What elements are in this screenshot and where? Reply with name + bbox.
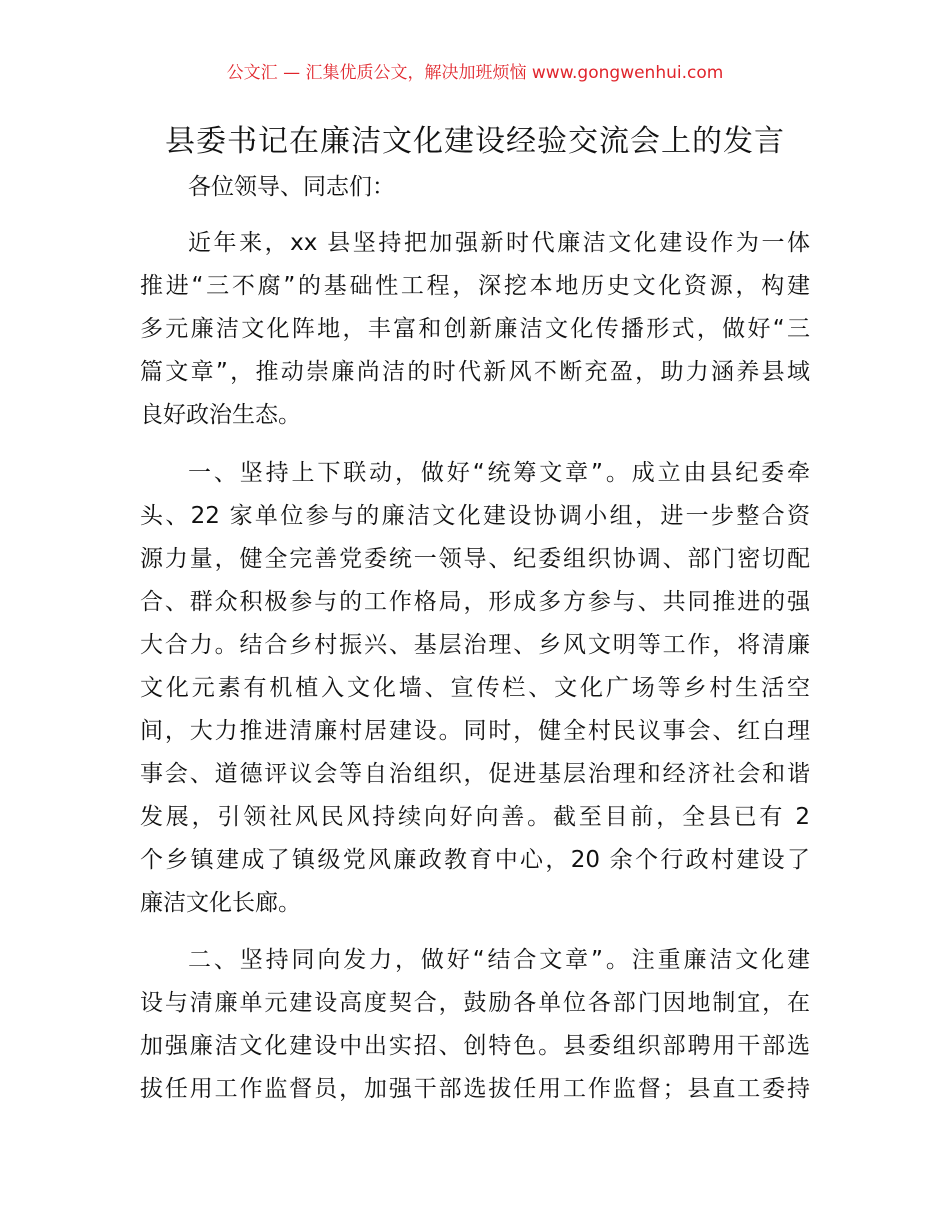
salutation: 各位领导、同志们：: [188, 174, 395, 200]
paragraph-line: 头、22 家单位参与的廉洁文化建设协调小组，进一步整合资: [140, 503, 810, 529]
paragraph-line: 合、群众积极参与的工作格局，形成多方参与、共同推进的强: [140, 589, 810, 615]
paragraph-line: 拔任用工作监督员，加强干部选拔任用工作监督；县直工委持: [140, 1076, 810, 1102]
watermark-header: 公文汇 — 汇集优质公文，解决加班烦恼 www.gongwenhui.com: [226, 63, 724, 83]
paragraph-line: 一、坚持上下联动，做好“统筹文章”。成立由县纪委牵: [188, 460, 810, 486]
paragraph-line: 文化元素有机植入文化墙、宣传栏、文化广场等乡村生活空: [140, 675, 810, 701]
paragraph-line: 大合力。结合乡村振兴、基层治理、乡风文明等工作，将清廉: [140, 632, 810, 658]
paragraph-line: 近年来，xx 县坚持把加强新时代廉洁文化建设作为一体: [188, 230, 810, 256]
paragraph-line: 设与清廉单元建设高度契合，鼓励各单位各部门因地制宜，在: [140, 990, 810, 1016]
paragraph-line: 推进“三不腐”的基础性工程，深挖本地历史文化资源，构建: [140, 273, 810, 299]
paragraph-line: 良好政治生态。: [140, 402, 301, 428]
paragraph-line: 事会、道德评议会等自治组织，促进基层治理和经济社会和谐: [140, 761, 810, 787]
paragraph-line: 二、坚持同向发力，做好“结合文章”。注重廉洁文化建: [188, 947, 810, 973]
document-title: 县委书记在廉洁文化建设经验交流会上的发言: [165, 124, 785, 159]
paragraph-line: 加强廉洁文化建设中出实招、创特色。县委组织部聘用干部选: [140, 1033, 810, 1059]
paragraph-line: 廉洁文化长廊。: [140, 890, 301, 916]
paragraph-line: 源力量，健全完善党委统一领导、纪委组织协调、部门密切配: [140, 546, 810, 572]
paragraph-line: 个乡镇建成了镇级党风廉政教育中心，20 余个行政村建设了: [140, 847, 810, 873]
paragraph-line: 间，大力推进清廉村居建设。同时，健全村民议事会、红白理: [140, 718, 810, 744]
paragraph-line: 发展，引领社风民风持续向好向善。截至目前，全县已有 2: [140, 804, 810, 830]
paragraph-line: 多元廉洁文化阵地，丰富和创新廉洁文化传播形式，做好“三: [140, 316, 810, 342]
paragraph-line: 篇文章”，推动崇廉尚洁的时代新风不断充盈，助力涵养县域: [140, 359, 810, 385]
